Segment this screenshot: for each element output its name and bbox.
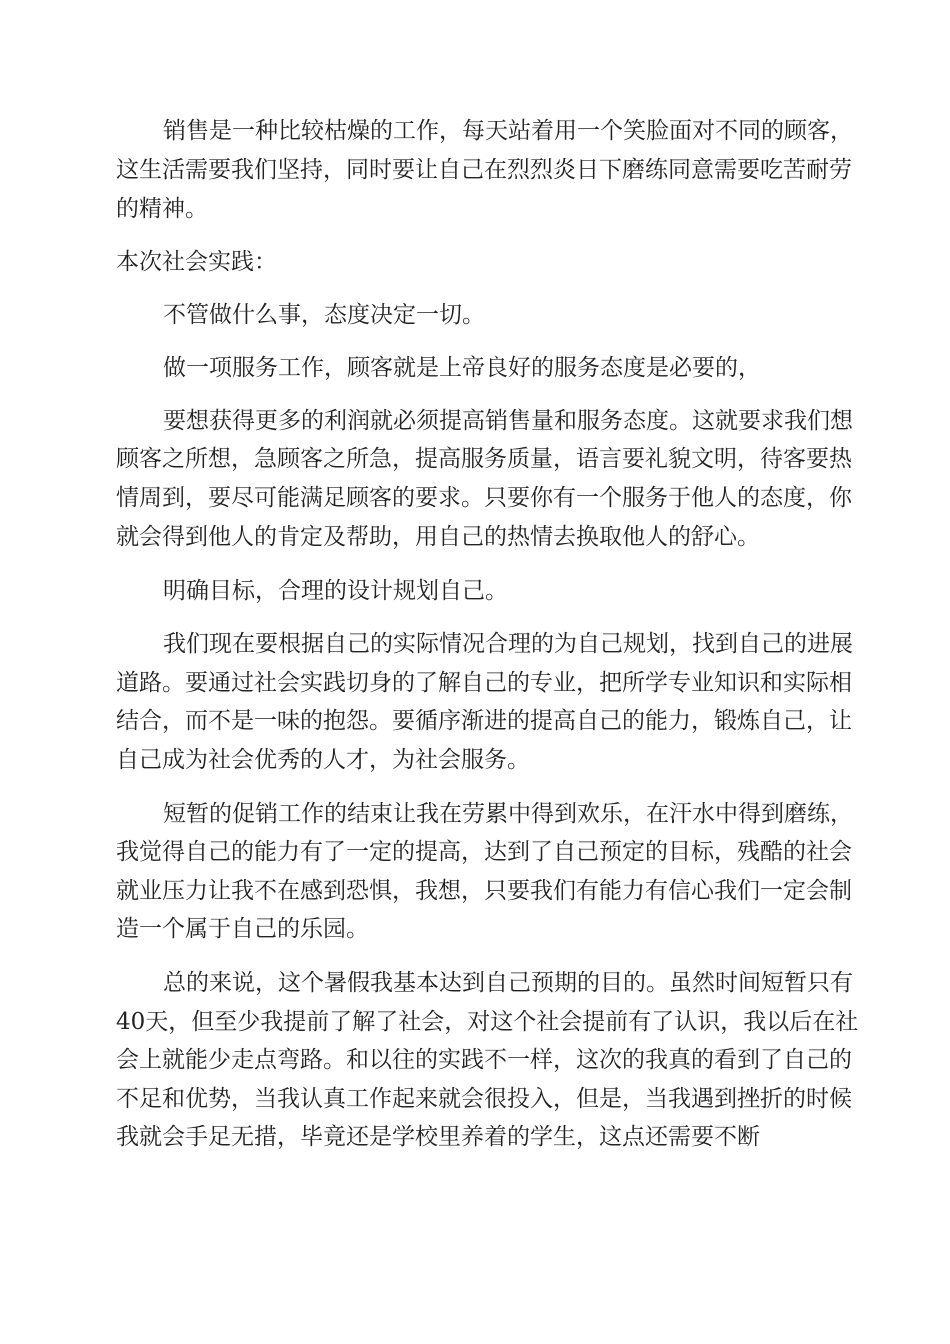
paragraph-6-line-1: 明确目标，合理的设计规划自己。 xyxy=(163,578,508,604)
paragraph-7-line-1: 我们现在要根据自己的实际情况合理的为自己规划，找到自己的进展 xyxy=(163,631,853,657)
paragraph-9-line-5: 我就会手足无措，毕竟还是学校里养着的学生，这点还需要不断 xyxy=(116,1124,760,1150)
paragraph-8-line-3: 就业压力让我不在感到恐惧，我想，只要我们有能力有信心我们一定会制 xyxy=(116,878,852,904)
paragraph-7-line-3: 结合，而不是一味的抱怨。要循序渐进的提高自己的能力，锻炼自己，让 xyxy=(116,708,852,734)
paragraph-7-line-2: 道路。要通过社会实践切身的了解自己的专业，把所学专业知识和实际相 xyxy=(116,670,852,696)
paragraph-5-line-3: 情周到，要尽可能满足顾客的要求。只要你有一个服务于他人的态度，你 xyxy=(116,485,852,511)
paragraph-3-line-1: 不管做什么事，态度决定一切。 xyxy=(163,302,485,328)
paragraph-5-line-2: 顾客之所想，急顾客之所急，提高服务质量，语言要礼貌文明，待客要热 xyxy=(116,446,852,472)
paragraph-1-line-3: 的精神。 xyxy=(116,196,208,222)
paragraph-9-line-2: 40天，但至少我提前了解了社会，对这个社会提前有了认识，我以后在社 xyxy=(116,1009,859,1035)
paragraph-8-line-1: 短暂的促销工作的结束让我在劳累中得到欢乐，在汗水中得到磨练， xyxy=(163,801,853,827)
paragraph-5-line-4: 就会得到他人的肯定及帮助，用自己的热情去换取他人的舒心。 xyxy=(116,524,760,550)
paragraph-5-line-1: 要想获得更多的利润就必须提高销售量和服务态度。这就要求我们想 xyxy=(163,408,853,434)
paragraph-8-line-4: 造一个属于自己的乐园。 xyxy=(116,916,369,942)
paragraph-2-line-1: 本次社会实践： xyxy=(116,249,277,275)
paragraph-1-line-2: 这生活需要我们坚持，同时要让自己在烈烈炎日下磨练同意需要吃苦耐劳 xyxy=(116,157,852,183)
paragraph-9-line-4: 不足和优势，当我认真工作起来就会很投入，但是，当我遇到挫折的时候 xyxy=(116,1086,852,1112)
paragraph-9-line-1: 总的来说，这个暑假我基本达到自己预期的目的。虽然时间短暂只有 xyxy=(163,970,853,996)
paragraph-9-line-3: 会上就能少走点弯路。和以往的实践不一样，这次的我真的看到了自己的 xyxy=(116,1047,852,1073)
paragraph-8-line-2: 我觉得自己的能力有了一定的提高，达到了自己预定的目标，残酷的社会 xyxy=(116,839,852,865)
paragraph-4-line-1: 做一项服务工作，顾客就是上帝良好的服务态度是必要的， xyxy=(163,355,761,381)
paragraph-7-line-4: 自己成为社会优秀的人才，为社会服务。 xyxy=(116,747,530,773)
paragraph-1-line-1: 销售是一种比较枯燥的工作，每天站着用一个笑脸面对不同的顾客， xyxy=(163,118,853,144)
